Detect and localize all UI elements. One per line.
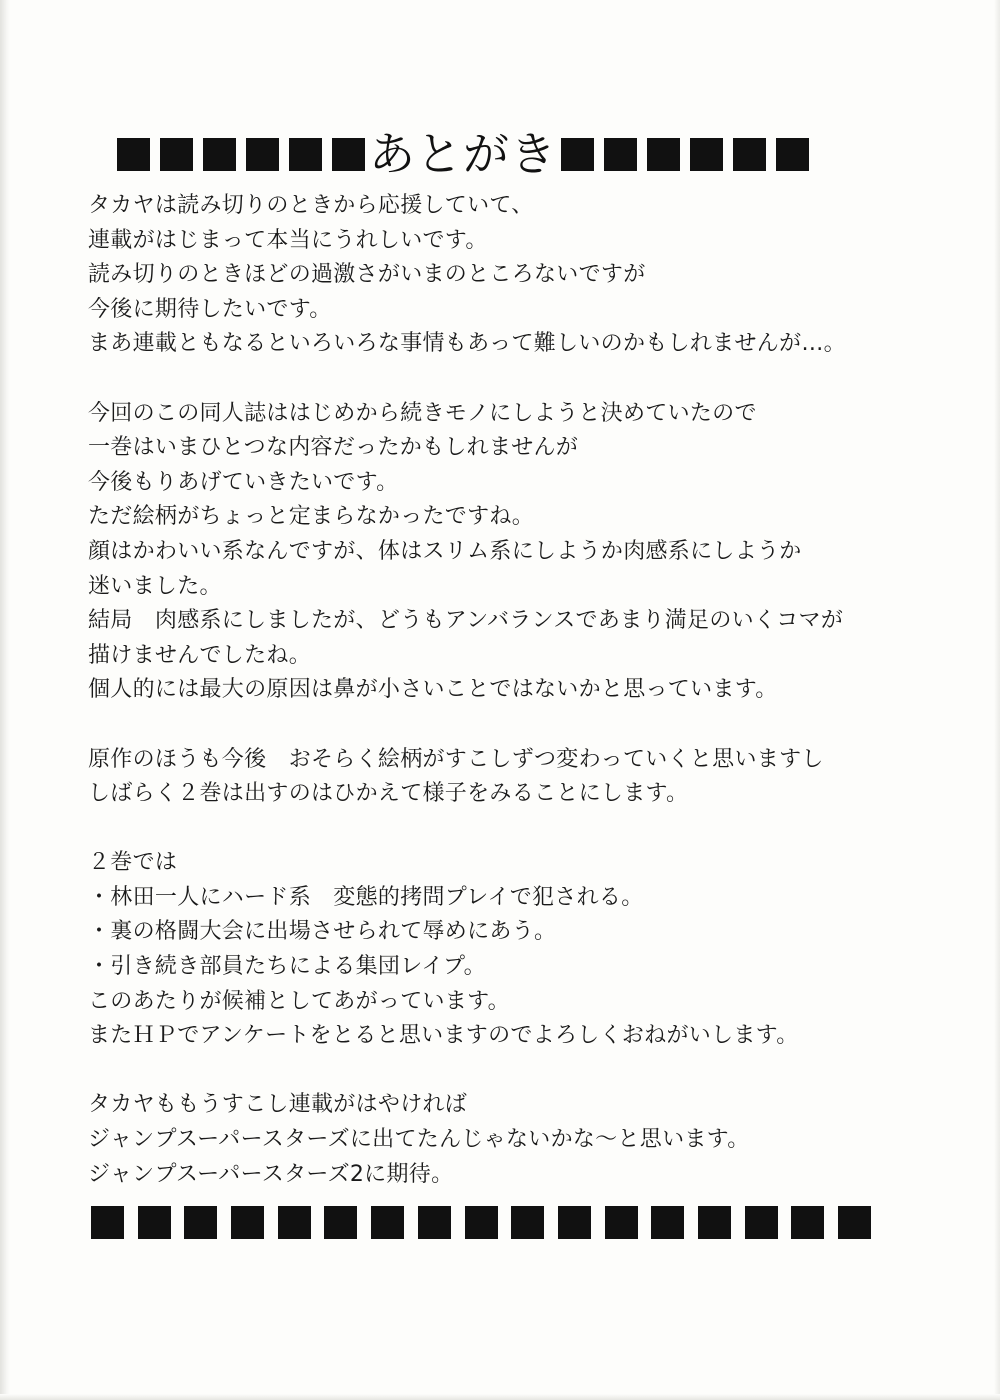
- bottom-square: [511, 1206, 544, 1239]
- text-line: またＨＰでアンケートをとると思いますのでよろしくおねがいします。: [88, 1023, 799, 1049]
- afterword-body: [88, 189, 968, 1192]
- text-line: ジャンプスーパースターズに出てたんじゃないかな～と思います。: [88, 1127, 750, 1153]
- text-line: 今後もりあげていきたいです。: [88, 469, 399, 495]
- paragraph-2: [88, 397, 968, 708]
- text-line: ２巻では: [88, 850, 178, 876]
- title-square-left-1: [117, 138, 150, 171]
- text-line: 連載がはじまって本当にうれしいです。: [88, 227, 488, 253]
- title-square-left-5: [289, 138, 322, 171]
- paragraph-4: [88, 846, 968, 1054]
- text-line: 一巻はいまひとつな内容だったかもしれませんが: [88, 435, 579, 461]
- text-line: しばらく２巻は出すのはひかえて様子をみることにします。: [88, 781, 689, 807]
- text-line: 描けませんでしたね。: [88, 642, 312, 668]
- bottom-square: [184, 1206, 217, 1239]
- bottom-square: [465, 1206, 498, 1239]
- title-square-left-3: [203, 138, 236, 171]
- bottom-square: [91, 1206, 124, 1239]
- bottom-square: [698, 1206, 731, 1239]
- text-line: タカヤは読み切りのときから応援していて、: [88, 193, 534, 218]
- bottom-square: [138, 1206, 171, 1239]
- text-line: ただ絵柄がちょっと定まらなかったですね。: [88, 504, 535, 530]
- bottom-square: [278, 1206, 311, 1239]
- bottom-square: [324, 1206, 357, 1239]
- paragraph-gap: [88, 708, 968, 743]
- text-line: このあたりが候補としてあがっています。: [88, 988, 510, 1014]
- bottom-square: [791, 1206, 824, 1239]
- title-square-right-3: [647, 138, 680, 171]
- title-square-right-6: [776, 138, 809, 171]
- bottom-square: [838, 1206, 871, 1239]
- text-line: 結局 肉感系にしましたが、どうもアンバランスであまり満足のいくコマが: [88, 608, 844, 634]
- paragraph-gap: [88, 812, 968, 847]
- text-line: 今後に期待したいです。: [88, 296, 332, 322]
- text-line: 顔はかわいい系なんですが、体はスリム系にしようか肉感系にしようか: [88, 538, 802, 564]
- list-item: ・林田一人にハード系 変態的拷問プレイで犯される。: [88, 884, 644, 910]
- bottom-square: [558, 1206, 591, 1239]
- paragraph-5: [88, 1088, 968, 1192]
- list-item: ・裏の格闘大会に出場させられて辱めにあう。: [88, 919, 557, 945]
- paper-edge-left: [0, 0, 10, 1400]
- page-title: あとがき: [369, 127, 557, 181]
- text-line: タカヤももうすこし連載がはやければ: [88, 1092, 468, 1118]
- text-line: 個人的には最大の原因は鼻が小さいことではないかと思っています。: [88, 677, 778, 703]
- title-row: [117, 127, 847, 181]
- title-square-right-1: [561, 138, 594, 171]
- list-item: ・引き続き部員たちによる集団レイプ。: [88, 954, 486, 980]
- text-line: ジャンプスーパースターズ2に期待。: [88, 1161, 454, 1187]
- paragraph-gap: [88, 1054, 968, 1089]
- title-square-right-2: [604, 138, 637, 171]
- title-square-right-4: [690, 138, 723, 171]
- title-square-right-5: [733, 138, 766, 171]
- text-line: まあ連載ともなるといろいろな事情もあって難しいのかもしれませんが…。: [88, 331, 846, 357]
- paper-edge-right: [994, 0, 1000, 1400]
- bottom-square: [745, 1206, 778, 1239]
- text-line: 今回のこの同人誌ははじめから続きモノにしようと決めていたので: [88, 400, 757, 426]
- bottom-square: [231, 1206, 264, 1239]
- title-square-left-6: [332, 138, 365, 171]
- paper-edge-bottom: [0, 1394, 1000, 1400]
- bottom-square: [418, 1206, 451, 1239]
- bottom-square-row: [91, 1206, 871, 1240]
- bottom-square: [651, 1206, 684, 1239]
- text-line: 原作のほうも今後 おそらく絵柄がすこしずつ変わっていくと思いますし: [88, 746, 824, 772]
- bottom-square: [371, 1206, 404, 1239]
- title-squares-right: [557, 138, 809, 171]
- text-line: 読み切りのときほどの過激さがいまのところないですが: [88, 262, 646, 288]
- title-square-left-2: [160, 138, 193, 171]
- title-square-left-4: [246, 138, 279, 171]
- paragraph-1: [88, 189, 968, 362]
- paragraph-gap: [88, 362, 968, 397]
- paragraph-3: [88, 743, 968, 812]
- text-line: 迷いました。: [88, 573, 222, 599]
- bottom-square: [605, 1206, 638, 1239]
